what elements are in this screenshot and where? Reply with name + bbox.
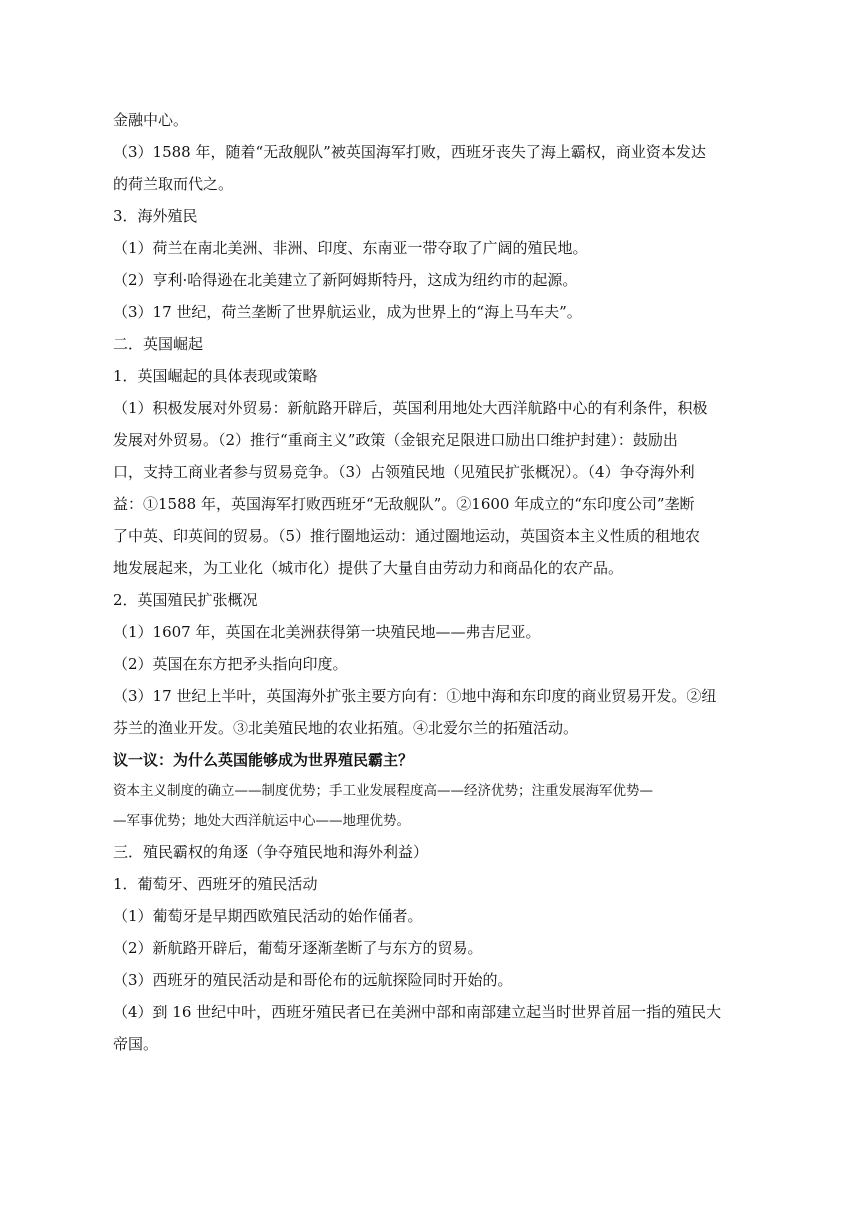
- discussion-answer-line: —军事优势；地处大西洋航运中心——地理优势。: [113, 813, 410, 829]
- document-body: [113, 104, 733, 1060]
- text-line: 地发展起来，为工业化（城市化）提供了大量自由劳动力和商品化的农产品。: [113, 559, 624, 577]
- text-line: （4）到 16 世纪中叶，西班牙殖民者已在美洲中部和南部建立起当时世界首屈一指的殖民大: [113, 1003, 722, 1021]
- text-line: （1）1607 年，英国在北美洲获得第一块殖民地——弗吉尼亚。: [113, 623, 541, 641]
- text-line: （3）17 世纪上半叶，英国海外扩张主要方向有：①地中海和东印度的商业贸易开发。②纽: [113, 687, 717, 705]
- text-line: 金融中心。: [113, 111, 189, 129]
- text-line: 益：①1588 年，英国海军打败西班牙“无敌舰队”。②1600 年成立的“东印度公司”垄断: [113, 495, 695, 513]
- text-line: （1）积极发展对外贸易：新航路开辟后，英国利用地处大西洋航路中心的有利条件，积极: [113, 399, 708, 417]
- text-line: 口，支持工商业者参与贸易竞争。（3）占领殖民地（见殖民扩张概况）。（4）争夺海外利: [113, 463, 695, 481]
- section-heading: 二．英国崛起: [113, 335, 204, 353]
- text-line: （1）荷兰在南北美洲、非洲、印度、东南亚一带夺取了广阔的殖民地。: [113, 239, 588, 257]
- section-heading: 2．英国殖民扩张概况: [113, 591, 258, 609]
- text-line: 的荷兰取而代之。: [113, 175, 234, 193]
- section-heading: 3．海外殖民: [113, 207, 198, 225]
- text-line: （2）亨利·哈得逊在北美建立了新阿姆斯特丹，这成为纽约市的起源。: [113, 271, 578, 289]
- text-line: （3）西班牙的殖民活动是和哥伦布的远航探险同时开始的。: [113, 971, 513, 989]
- discussion-answer-line: 资本主义制度的确立——制度优势；手工业发展程度高——经济优势；注重发展海军优势—: [113, 783, 653, 799]
- text-line: （2）新航路开辟后，葡萄牙逐渐垄断了与东方的贸易。: [113, 939, 483, 957]
- text-line: 芬兰的渔业开发。③北美殖民地的农业拓殖。④北爱尔兰的拓殖活动。: [113, 719, 579, 737]
- discussion-question: 议一议：为什么英国能够成为世界殖民霸主？: [113, 751, 414, 769]
- text-line: 了中英、印英间的贸易。（5）推行圈地运动：通过圈地运动，英国资本主义性质的租地农: [113, 527, 701, 545]
- text-line: 帝国。: [113, 1035, 159, 1053]
- text-line: （1）葡萄牙是早期西欧殖民活动的始作俑者。: [113, 907, 423, 925]
- text-line: 发展对外贸易。（2）推行“重商主义”政策（金银充足限进口励出口维护封建）：鼓励出: [113, 431, 678, 449]
- text-line: （2）英国在东方把矛头指向印度。: [113, 655, 348, 673]
- section-heading: 1．葡萄牙、西班牙的殖民活动: [113, 875, 318, 893]
- section-heading: 三．殖民霸权的角逐（争夺殖民地和海外利益）: [113, 843, 429, 861]
- text-line: （3）1588 年，随着“无敌舰队”被英国海军打败，西班牙丧失了海上霸权，商业资本发达: [113, 143, 706, 161]
- section-heading: 1．英国崛起的具体表现或策略: [113, 367, 318, 385]
- text-line: （3）17 世纪，荷兰垄断了世界航运业，成为世界上的“海上马车夫”。: [113, 303, 582, 321]
